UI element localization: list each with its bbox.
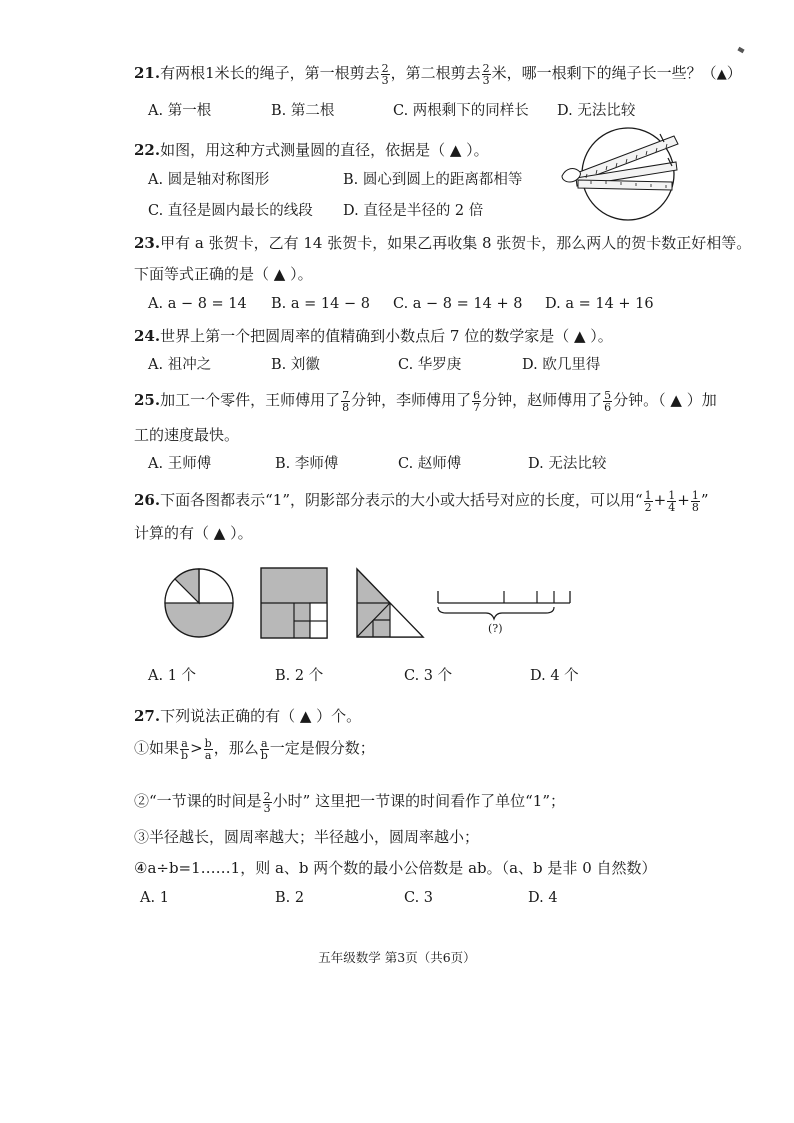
option-a[interactable]: A. 1 个	[148, 668, 197, 684]
option-c[interactable]: C. 直径是圆内最长的线段	[148, 203, 313, 219]
option-c[interactable]: C. 3	[404, 890, 434, 906]
question-23-line2: 下面等式正确的是（ ▲ ）。	[134, 265, 313, 283]
question-25-line2: 工的速度最快。	[134, 426, 240, 444]
question-21	[134, 62, 742, 86]
option-c[interactable]: C. 赵师傅	[398, 456, 462, 472]
question-text: 分钟。（ ▲ ）加	[613, 391, 717, 409]
statement-text: ②“一节课的时间是	[134, 792, 262, 810]
question-number: 24.	[134, 327, 161, 345]
page-corner-mark	[737, 47, 744, 53]
fraction: $\frac{2}{3}$	[381, 61, 389, 87]
statement-3: ③半径越长，圆周率越大；半径越小，圆周率越小；	[134, 828, 480, 846]
segment-brace-figure	[436, 587, 572, 635]
page-footer: 五年级数学 第3页（共6页）	[318, 950, 476, 965]
question-text: 分钟，赵师傅用了	[482, 391, 603, 409]
question-text: 世界上第一个把圆周率的值精确到小数点后 7 位的数学家是（ ▲ ）。	[160, 327, 613, 345]
question-number: 22.	[134, 141, 161, 159]
statement-text: 一定是假分数；	[269, 739, 375, 757]
question-23-line1	[134, 232, 751, 254]
option-b[interactable]: B. 刘徽	[271, 357, 320, 373]
question-26-line2: 计算的有（ ▲ ）。	[134, 524, 253, 542]
option-d[interactable]: D. 直径是半径的 2 倍	[343, 203, 484, 219]
fraction: $\frac{1}{4}$	[668, 488, 676, 514]
option-a[interactable]: A. 祖冲之	[148, 357, 212, 373]
question-text: 如图，用这种方式测量圆的直径，依据是（ ▲ ）。	[160, 141, 489, 159]
statement-4: ④a÷b=1……1，则 a、b 两个数的最小公倍数是 ab。（a、b 是非 0 自然数）	[134, 859, 657, 877]
fraction: $\frac{2}{3}$	[263, 789, 271, 815]
option-c[interactable]: C. 3 个	[404, 668, 453, 684]
plus-sign: +	[677, 491, 690, 509]
ruler	[574, 136, 678, 190]
fraction: $\frac{a}{b}$	[181, 736, 189, 762]
option-b[interactable]: B. a = 14 − 8	[271, 296, 370, 312]
statement-2	[134, 790, 565, 814]
plus-sign: +	[653, 491, 667, 509]
question-27	[134, 705, 361, 727]
question-text: 有两根1米长的绳子，第一根剪去	[160, 64, 380, 82]
option-a[interactable]: A. 第一根	[148, 103, 212, 119]
question-text: 下面各图都表示“1”，阴影部分表示的大小或大括号对应的长度，可以用“	[160, 491, 643, 509]
square-figure	[260, 567, 328, 639]
question-number: 23.	[134, 234, 161, 252]
option-b[interactable]: B. 圆心到圆上的距离都相等	[343, 172, 523, 188]
option-d[interactable]: D. 欧几里得	[522, 357, 601, 373]
question-text: 分钟，李师傅用了	[351, 391, 472, 409]
fraction: $\frac{1}{2}$	[644, 488, 652, 514]
fraction: $\frac{7}{8}$	[342, 388, 350, 414]
question-text: 米，哪一根剩下的绳子长一些？（	[491, 64, 717, 82]
option-a[interactable]: A. 圆是轴对称图形	[148, 172, 270, 188]
question-number: 27.	[134, 707, 161, 725]
option-c[interactable]: C. 华罗庚	[398, 357, 462, 373]
question-text: ）	[726, 64, 742, 82]
fraction: $\frac{1}{8}$	[691, 488, 699, 514]
greater-than-sign: >	[190, 739, 203, 757]
option-d[interactable]: D. a = 14 + 16	[545, 296, 654, 312]
fraction: $\frac{6}{7}$	[473, 388, 481, 414]
question-text: 加工一个零件，王师傅用了	[160, 391, 341, 409]
question-text: ，第二根剪去	[390, 64, 481, 82]
option-d[interactable]: D. 4	[528, 890, 558, 906]
question-25-line1	[134, 389, 717, 413]
pie-figure	[163, 567, 235, 639]
option-d[interactable]: D. 无法比较	[528, 456, 607, 472]
question-24	[134, 325, 613, 347]
option-a[interactable]: A. a − 8 = 14	[148, 296, 247, 312]
option-a[interactable]: A. 王师傅	[148, 456, 212, 472]
option-d[interactable]: D. 4 个	[530, 668, 579, 684]
option-b[interactable]: B. 李师傅	[275, 456, 339, 472]
question-number: 25.	[134, 391, 161, 409]
statement-text: ①如果	[134, 739, 180, 757]
option-b[interactable]: B. 2 个	[275, 668, 324, 684]
fraction: $\frac{5}{6}$	[604, 388, 612, 414]
question-text: ”	[700, 491, 709, 509]
option-c[interactable]: C. a − 8 = 14 + 8	[393, 296, 523, 312]
fraction: $\frac{b}{a}$	[204, 736, 212, 762]
answer-mark: ▲	[716, 67, 727, 82]
question-22	[134, 139, 489, 161]
brace-question-mark: (?)	[488, 622, 503, 635]
circle-measure-figure	[556, 122, 686, 232]
question-number: 21.	[134, 64, 161, 82]
fraction: $\frac{a}{b}$	[260, 736, 268, 762]
question-text: 甲有 a 张贺卡，乙有 14 张贺卡，如果乙再收集 8 张贺卡，那么两人的贺卡数正好相等。	[160, 234, 752, 252]
question-text: 下列说法正确的有（ ▲ ）个。	[160, 707, 362, 725]
statement-1	[134, 737, 375, 761]
question-number: 26.	[134, 491, 161, 509]
question-26-line1	[134, 489, 709, 513]
option-a[interactable]: A. 1	[140, 890, 169, 906]
option-d[interactable]: D. 无法比较	[557, 103, 636, 119]
fraction: $\frac{2}{3}$	[482, 61, 490, 87]
statement-text: ，那么	[213, 739, 259, 757]
triangle-figure	[355, 567, 425, 639]
option-b[interactable]: B. 2	[275, 890, 305, 906]
option-c[interactable]: C. 两根剩下的同样长	[393, 103, 529, 119]
option-b[interactable]: B. 第二根	[271, 103, 335, 119]
statement-text: 小时” 这里把一节课的时间看作了单位“1”；	[272, 792, 565, 810]
